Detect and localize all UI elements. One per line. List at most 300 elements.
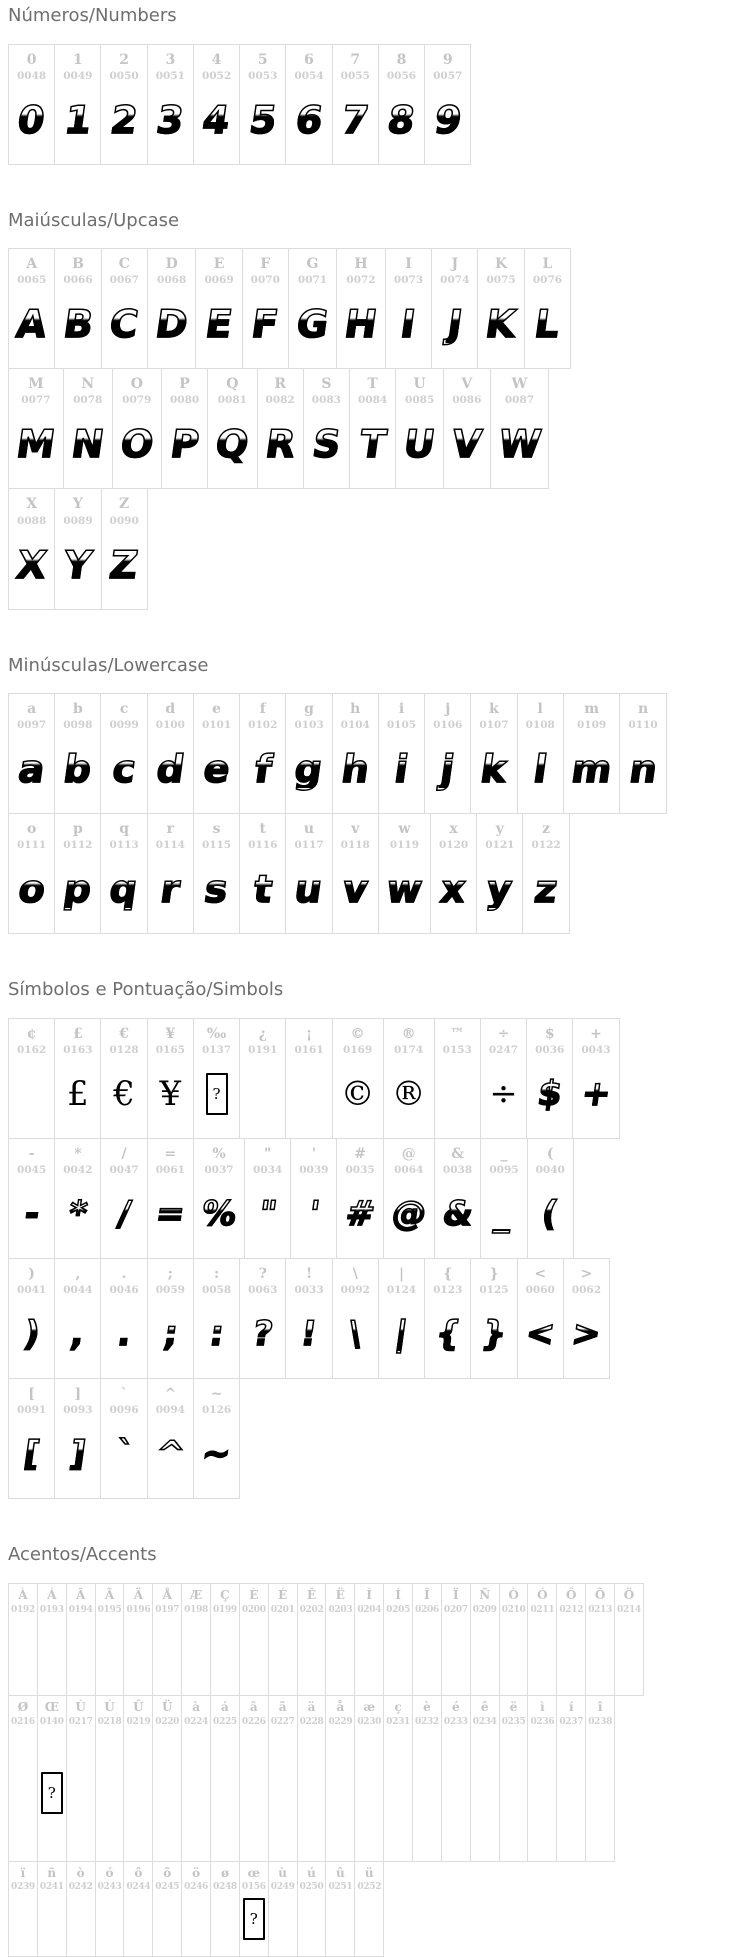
cell-glyph-area bbox=[421, 1733, 433, 1853]
glyph-row bbox=[8, 368, 549, 489]
cell-glyph: 4 bbox=[201, 101, 233, 139]
cell-glyph: ~ bbox=[200, 1437, 233, 1471]
cell-char-label: ] bbox=[75, 1386, 82, 1402]
cell-glyph-area bbox=[75, 1898, 87, 1948]
cell-code-label: 0095 bbox=[489, 1164, 518, 1176]
cell-code-label: 0205 bbox=[386, 1605, 410, 1615]
cell-char-label: , bbox=[75, 1266, 80, 1282]
glyph-cell bbox=[332, 1259, 378, 1378]
glyph-cell bbox=[285, 814, 331, 933]
glyph-cell bbox=[193, 1379, 239, 1498]
notdef-glyph: ? bbox=[206, 1073, 228, 1115]
glyph-cell bbox=[9, 249, 54, 368]
glyph-cell bbox=[480, 1019, 526, 1138]
cell-char-label: â bbox=[250, 1701, 258, 1715]
section-upcase bbox=[8, 210, 730, 610]
cell-code-label: 0115 bbox=[202, 839, 231, 851]
glyph-cell bbox=[95, 1862, 124, 1957]
glyph-cell bbox=[147, 814, 193, 933]
glyph-cell bbox=[430, 814, 476, 933]
glyph-cell bbox=[147, 45, 193, 164]
cell-char-label: R bbox=[274, 376, 286, 392]
cell-char-label: Ç bbox=[220, 1589, 230, 1603]
cell-code-label: 0165 bbox=[156, 1044, 185, 1056]
glyph-cell bbox=[37, 1584, 66, 1695]
cell-char-label: £ bbox=[73, 1026, 83, 1042]
cell-glyph-area bbox=[160, 1062, 182, 1126]
cell-glyph: G bbox=[294, 305, 331, 343]
cell-glyph: E bbox=[203, 305, 234, 343]
cell-code-label: 0245 bbox=[155, 1882, 179, 1892]
cell-glyph-area bbox=[295, 737, 322, 801]
cell-code-label: 0085 bbox=[405, 394, 434, 406]
cell-code-label: 0041 bbox=[17, 1284, 46, 1296]
cell-glyph-area bbox=[392, 1733, 404, 1853]
cell-char-label: ( bbox=[547, 1146, 554, 1162]
cell-glyph: a bbox=[16, 750, 47, 788]
glyph-cell bbox=[527, 1584, 556, 1695]
cell-char-label: J bbox=[451, 256, 458, 272]
cell-glyph: . bbox=[115, 1317, 133, 1351]
cell-code-label: 0094 bbox=[156, 1404, 185, 1416]
glyph-cell bbox=[123, 1584, 152, 1695]
cell-char-label: M bbox=[28, 376, 44, 392]
cell-code-label: 0078 bbox=[73, 394, 102, 406]
cell-glyph: p bbox=[62, 870, 95, 908]
cell-code-label: 0219 bbox=[126, 1717, 150, 1727]
cell-glyph-area bbox=[64, 857, 91, 921]
cell-code-label: 0218 bbox=[98, 1717, 122, 1727]
cell-glyph-area bbox=[526, 1302, 555, 1366]
cell-code-label: 0049 bbox=[63, 70, 92, 82]
glyph-cell bbox=[563, 694, 620, 813]
cell-char-label: æ bbox=[363, 1701, 375, 1715]
glyph-row bbox=[8, 1138, 574, 1259]
cell-glyph: t bbox=[251, 870, 275, 908]
cell-char-label: E bbox=[214, 256, 225, 272]
cell-char-label: Û bbox=[133, 1701, 143, 1715]
glyph-cell bbox=[242, 249, 288, 368]
cell-code-label: 0119 bbox=[390, 839, 419, 851]
glyph-cell bbox=[239, 1862, 268, 1957]
cell-char-label: Ë bbox=[336, 1589, 345, 1603]
cell-char-label: _ bbox=[500, 1146, 507, 1162]
cell-code-label: 0113 bbox=[109, 839, 138, 851]
cell-code-label: 0109 bbox=[577, 719, 606, 731]
cell-code-label: 0204 bbox=[357, 1605, 381, 1615]
cell-glyph-area bbox=[441, 857, 466, 921]
cell-glyph-area bbox=[360, 412, 386, 476]
cell-glyph-area bbox=[18, 88, 44, 152]
glyph-row bbox=[8, 1583, 644, 1696]
cell-glyph-area bbox=[110, 533, 138, 597]
glyph-row bbox=[8, 1695, 615, 1862]
cell-code-label: 0106 bbox=[433, 719, 462, 731]
cell-glyph-area bbox=[450, 1621, 462, 1687]
cell-char-label: è bbox=[423, 1701, 431, 1715]
cell-glyph-area bbox=[254, 857, 272, 921]
cell-code-label: 0210 bbox=[502, 1605, 526, 1615]
cell-code-label: 0083 bbox=[312, 394, 341, 406]
cell-glyph-area bbox=[392, 1182, 426, 1246]
glyph-cell bbox=[336, 1139, 382, 1258]
cell-char-label: Ö bbox=[624, 1589, 634, 1603]
cell-glyph-area bbox=[421, 1621, 433, 1687]
cell-glyph-area bbox=[479, 1621, 491, 1687]
cell-char-label: r bbox=[167, 821, 174, 837]
cell-code-label: 0249 bbox=[271, 1882, 295, 1892]
cell-code-label: 0120 bbox=[439, 839, 468, 851]
glyph-cell bbox=[100, 1019, 146, 1138]
cell-code-label: 0209 bbox=[473, 1605, 497, 1615]
cell-char-label: T bbox=[367, 376, 377, 392]
cell-char-label: Ó bbox=[537, 1589, 547, 1603]
cell-glyph-area bbox=[343, 857, 368, 921]
cell-code-label: 0042 bbox=[63, 1164, 92, 1176]
cell-glyph-area bbox=[206, 292, 232, 356]
glyph-cell bbox=[239, 694, 285, 813]
cell-char-label: ú bbox=[307, 1867, 316, 1881]
cell-glyph-area bbox=[535, 857, 557, 921]
cell-char-label: 9 bbox=[443, 52, 453, 68]
glyph-cell bbox=[152, 1862, 181, 1957]
cell-code-label: 0079 bbox=[122, 394, 151, 406]
glyph-cell bbox=[378, 45, 424, 164]
cell-char-label: b bbox=[73, 701, 83, 717]
cell-char-label: ? bbox=[259, 1266, 267, 1282]
cell-glyph-area bbox=[452, 412, 481, 476]
glyph-cell bbox=[100, 694, 146, 813]
cell-glyph-area bbox=[250, 88, 276, 152]
cell-glyph: 0 bbox=[16, 101, 48, 139]
cell-glyph-area bbox=[363, 1621, 375, 1687]
section-accents bbox=[8, 1544, 730, 1957]
cell-glyph: O bbox=[118, 425, 156, 463]
cell-char-label: B bbox=[72, 256, 84, 272]
cell-code-label: 0211 bbox=[530, 1605, 554, 1615]
glyph-cell bbox=[517, 694, 563, 813]
cell-code-label: 0231 bbox=[386, 1717, 410, 1727]
cell-glyph-area bbox=[248, 1621, 260, 1687]
cell-glyph-area bbox=[113, 1062, 135, 1126]
cell-char-label: å bbox=[336, 1701, 344, 1715]
glyph-cell bbox=[477, 249, 523, 368]
cell-char-label: G bbox=[307, 256, 319, 272]
cell-code-label: 0069 bbox=[204, 274, 233, 286]
cell-code-label: 0203 bbox=[328, 1605, 352, 1615]
cell-glyph-area bbox=[536, 1733, 548, 1853]
glyph-cell bbox=[123, 1696, 152, 1861]
glyph-cell bbox=[181, 1862, 210, 1957]
cell-char-label: ^ bbox=[164, 1386, 176, 1402]
cell-code-label: 0244 bbox=[126, 1882, 150, 1892]
glyph-cell bbox=[332, 1019, 383, 1138]
notdef-glyph: ? bbox=[243, 1898, 265, 1940]
cell-char-label: ô bbox=[134, 1867, 142, 1881]
cell-glyph: ? bbox=[251, 1317, 276, 1351]
cell-glyph: ) bbox=[21, 1317, 41, 1351]
cell-glyph: u bbox=[293, 870, 325, 908]
cell-char-label: Á bbox=[47, 1589, 56, 1603]
cell-char-label: ¢ bbox=[27, 1026, 37, 1042]
cell-char-label: j bbox=[445, 701, 450, 717]
glyph-grid-numbers bbox=[8, 44, 471, 165]
cell-glyph-area bbox=[64, 737, 91, 801]
cell-code-label: 0230 bbox=[357, 1717, 381, 1727]
cell-char-label: W bbox=[512, 376, 528, 392]
cell-char-label: " bbox=[264, 1146, 271, 1162]
cell-glyph: d bbox=[154, 750, 187, 788]
cell-glyph: + bbox=[579, 1077, 612, 1111]
glyph-cell bbox=[378, 1259, 424, 1378]
cell-code-label: 0055 bbox=[341, 70, 370, 82]
cell-char-label: Y bbox=[73, 496, 83, 512]
cell-glyph-area bbox=[253, 1302, 273, 1366]
cell-char-label: ç bbox=[394, 1701, 401, 1715]
cell-code-label: 0070 bbox=[251, 274, 280, 286]
cell-glyph-area bbox=[113, 737, 136, 801]
cell-code-label: 0076 bbox=[533, 274, 562, 286]
cell-glyph: \ bbox=[347, 1317, 364, 1351]
cell-code-label: 0117 bbox=[294, 839, 323, 851]
glyph-cell bbox=[349, 369, 395, 488]
cell-char-label: I bbox=[405, 256, 412, 272]
cell-char-label: t bbox=[260, 821, 266, 837]
cell-char-label: [ bbox=[28, 1386, 35, 1402]
cell-char-label: ä bbox=[308, 1701, 316, 1715]
cell-char-label: @ bbox=[402, 1146, 416, 1162]
cell-code-label: 0073 bbox=[394, 274, 423, 286]
glyph-cell bbox=[395, 369, 443, 488]
glyph-cell bbox=[210, 1696, 239, 1861]
cell-glyph: b bbox=[62, 750, 95, 788]
cell-char-label: S bbox=[321, 376, 331, 392]
cell-glyph-area bbox=[499, 412, 541, 476]
cell-glyph-area bbox=[482, 1302, 506, 1366]
cell-code-label: 0111 bbox=[17, 839, 46, 851]
glyph-cell bbox=[9, 45, 54, 164]
cell-char-label: . bbox=[122, 1266, 127, 1282]
cell-char-label: & bbox=[451, 1146, 464, 1162]
cell-glyph-area bbox=[171, 412, 199, 476]
glyph-cell bbox=[101, 489, 147, 608]
glyph-grid-upcase bbox=[8, 248, 571, 609]
cell-code-label: 0207 bbox=[444, 1605, 468, 1615]
glyph-cell bbox=[193, 1019, 239, 1138]
glyph-cell bbox=[556, 1584, 585, 1695]
cell-glyph: A bbox=[14, 305, 49, 343]
cell-code-label: 0227 bbox=[271, 1717, 295, 1727]
glyph-cell bbox=[470, 1584, 499, 1695]
cell-glyph-area bbox=[205, 857, 228, 921]
cell-code-label: 0096 bbox=[109, 1404, 138, 1416]
glyph-cell bbox=[54, 694, 100, 813]
glyph-cell bbox=[556, 1696, 585, 1861]
cell-char-label: p bbox=[73, 821, 83, 837]
cell-glyph-area bbox=[334, 1898, 346, 1948]
cell-code-label: 0105 bbox=[387, 719, 416, 731]
cell-char-label: Ä bbox=[134, 1589, 143, 1603]
cell-glyph: o bbox=[16, 870, 47, 908]
cell-glyph-area bbox=[297, 292, 328, 356]
cell-char-label: Z bbox=[119, 496, 129, 512]
cell-char-label: ò bbox=[77, 1867, 85, 1881]
cell-char-label: Ï bbox=[453, 1589, 459, 1603]
cell-char-label: û bbox=[336, 1867, 345, 1881]
cell-code-label: 0163 bbox=[63, 1044, 92, 1056]
cell-code-label: 0039 bbox=[299, 1164, 328, 1176]
cell-glyph: W bbox=[496, 425, 543, 463]
glyph-cell bbox=[95, 1696, 124, 1861]
cell-char-label: ' bbox=[312, 1146, 316, 1162]
cell-glyph: r bbox=[158, 870, 182, 908]
cell-code-label: 0101 bbox=[202, 719, 231, 731]
cell-glyph-area bbox=[132, 1898, 144, 1948]
cell-glyph-area bbox=[252, 292, 278, 356]
cell-code-label: 0212 bbox=[559, 1605, 583, 1615]
cell-glyph: Q bbox=[214, 425, 252, 463]
cell-char-label: Ô bbox=[566, 1589, 576, 1603]
cell-glyph-area bbox=[118, 1302, 131, 1366]
glyph-cell bbox=[9, 1862, 37, 1957]
cell-code-label: 0050 bbox=[109, 70, 138, 82]
cell-glyph-area bbox=[164, 1302, 178, 1366]
cell-char-label: o bbox=[27, 821, 36, 837]
cell-code-label: 0122 bbox=[531, 839, 560, 851]
glyph-cell bbox=[443, 369, 489, 488]
cell-char-label: | bbox=[399, 1266, 404, 1282]
cell-char-label: C bbox=[119, 256, 130, 272]
cell-glyph-area bbox=[219, 1621, 231, 1687]
cell-char-label: ! bbox=[306, 1266, 312, 1282]
glyph-cell bbox=[66, 1696, 95, 1861]
cell-glyph-area bbox=[443, 1182, 473, 1246]
section-title-lowercase: Minúsculas/Lowercase bbox=[8, 655, 730, 677]
cell-glyph: x bbox=[439, 870, 469, 908]
cell-char-label: Å bbox=[163, 1589, 172, 1603]
cell-code-label: 0128 bbox=[109, 1044, 138, 1056]
cell-glyph: [ bbox=[21, 1437, 41, 1471]
cell-glyph-area bbox=[65, 88, 91, 152]
cell-char-label: * bbox=[74, 1146, 81, 1162]
cell-glyph: $ bbox=[536, 1077, 564, 1111]
cell-glyph: h bbox=[339, 750, 371, 788]
cell-glyph-area bbox=[17, 1898, 29, 1948]
cell-glyph-area bbox=[594, 1621, 606, 1687]
cell-code-label: 0252 bbox=[357, 1882, 381, 1892]
cell-glyph-area bbox=[266, 412, 295, 476]
cell-glyph: e bbox=[201, 750, 232, 788]
cell-glyph: " bbox=[256, 1197, 278, 1231]
glyph-cell bbox=[434, 1139, 481, 1258]
cell-code-label: 0194 bbox=[69, 1605, 93, 1615]
cell-code-label: 0110 bbox=[628, 719, 657, 731]
glyph-cell bbox=[412, 1584, 441, 1695]
glyph-cell bbox=[385, 249, 431, 368]
cell-code-label: 0086 bbox=[452, 394, 481, 406]
cell-char-label: ‰ bbox=[207, 1026, 226, 1042]
cell-char-label: 2 bbox=[119, 52, 129, 68]
cell-glyph: Z bbox=[108, 546, 141, 584]
cell-code-label: 0241 bbox=[40, 1882, 64, 1892]
cell-glyph-area bbox=[334, 1621, 346, 1687]
cell-char-label: V bbox=[461, 376, 472, 392]
cell-char-label: g bbox=[304, 701, 314, 717]
cell-glyph-area bbox=[69, 1182, 87, 1246]
cell-glyph-area bbox=[277, 1621, 289, 1687]
cell-code-label: 0162 bbox=[17, 1044, 46, 1056]
cell-char-label: # bbox=[354, 1146, 366, 1162]
cell-char-label: i bbox=[399, 701, 404, 717]
cell-glyph: 8 bbox=[386, 101, 418, 139]
cell-glyph-area bbox=[295, 857, 322, 921]
cell-code-label: 0099 bbox=[109, 719, 138, 731]
glyph-cell bbox=[210, 1862, 239, 1957]
cell-char-label: h bbox=[350, 701, 360, 717]
cell-glyph-area bbox=[111, 88, 137, 152]
glyph-cell bbox=[585, 1584, 614, 1695]
cell-glyph-area bbox=[313, 412, 340, 476]
cell-glyph-area bbox=[306, 1733, 318, 1853]
cell-code-label: 0056 bbox=[387, 70, 416, 82]
cell-code-label: 0102 bbox=[248, 719, 277, 731]
cell-code-label: 0220 bbox=[155, 1717, 179, 1727]
cell-code-label: 0169 bbox=[343, 1044, 372, 1056]
glyph-cell bbox=[207, 369, 256, 488]
cell-glyph-area bbox=[582, 1062, 611, 1126]
glyph-cell bbox=[100, 814, 146, 933]
cell-glyph-area bbox=[132, 1621, 144, 1687]
glyph-cell bbox=[378, 814, 430, 933]
glyph-cell bbox=[297, 1696, 326, 1861]
cell-glyph: H bbox=[342, 305, 379, 343]
cell-glyph-area bbox=[157, 88, 183, 152]
glyph-cell bbox=[614, 1584, 643, 1695]
glyph-cell bbox=[522, 814, 568, 933]
glyph-cell bbox=[147, 1139, 193, 1258]
cell-glyph-area bbox=[67, 1062, 89, 1126]
cell-char-label: Í bbox=[395, 1589, 401, 1603]
cell-glyph: P bbox=[168, 425, 201, 463]
glyph-cell bbox=[290, 1139, 336, 1258]
cell-glyph-area bbox=[202, 1182, 236, 1246]
glyph-cell bbox=[9, 489, 54, 608]
cell-code-label: 0226 bbox=[242, 1717, 266, 1727]
glyph-cell bbox=[112, 369, 161, 488]
cell-char-label: < bbox=[534, 1266, 546, 1282]
cell-char-label: ù bbox=[278, 1867, 287, 1881]
glyph-cell bbox=[193, 1259, 239, 1378]
cell-glyph-area bbox=[296, 88, 322, 152]
cell-code-label: 0251 bbox=[328, 1882, 352, 1892]
glyph-cell bbox=[9, 1259, 54, 1378]
cell-glyph: * bbox=[67, 1197, 90, 1231]
cell-glyph: T bbox=[357, 425, 388, 463]
glyph-cell bbox=[619, 694, 665, 813]
cell-char-label: s bbox=[213, 821, 221, 837]
cell-glyph-area bbox=[259, 1182, 277, 1246]
section-title-numbers: Números/Numbers bbox=[8, 5, 730, 27]
cell-code-label: 0077 bbox=[21, 394, 50, 406]
cell-code-label: 0235 bbox=[502, 1717, 526, 1727]
cell-glyph: z bbox=[532, 870, 559, 908]
cell-glyph-area bbox=[451, 1062, 463, 1126]
cell-char-label: Õ bbox=[595, 1589, 605, 1603]
glyph-cell bbox=[123, 1862, 152, 1957]
cell-char-label: D bbox=[166, 256, 178, 272]
cell-code-label: 0123 bbox=[433, 1284, 462, 1296]
cell-glyph-area bbox=[204, 737, 230, 801]
